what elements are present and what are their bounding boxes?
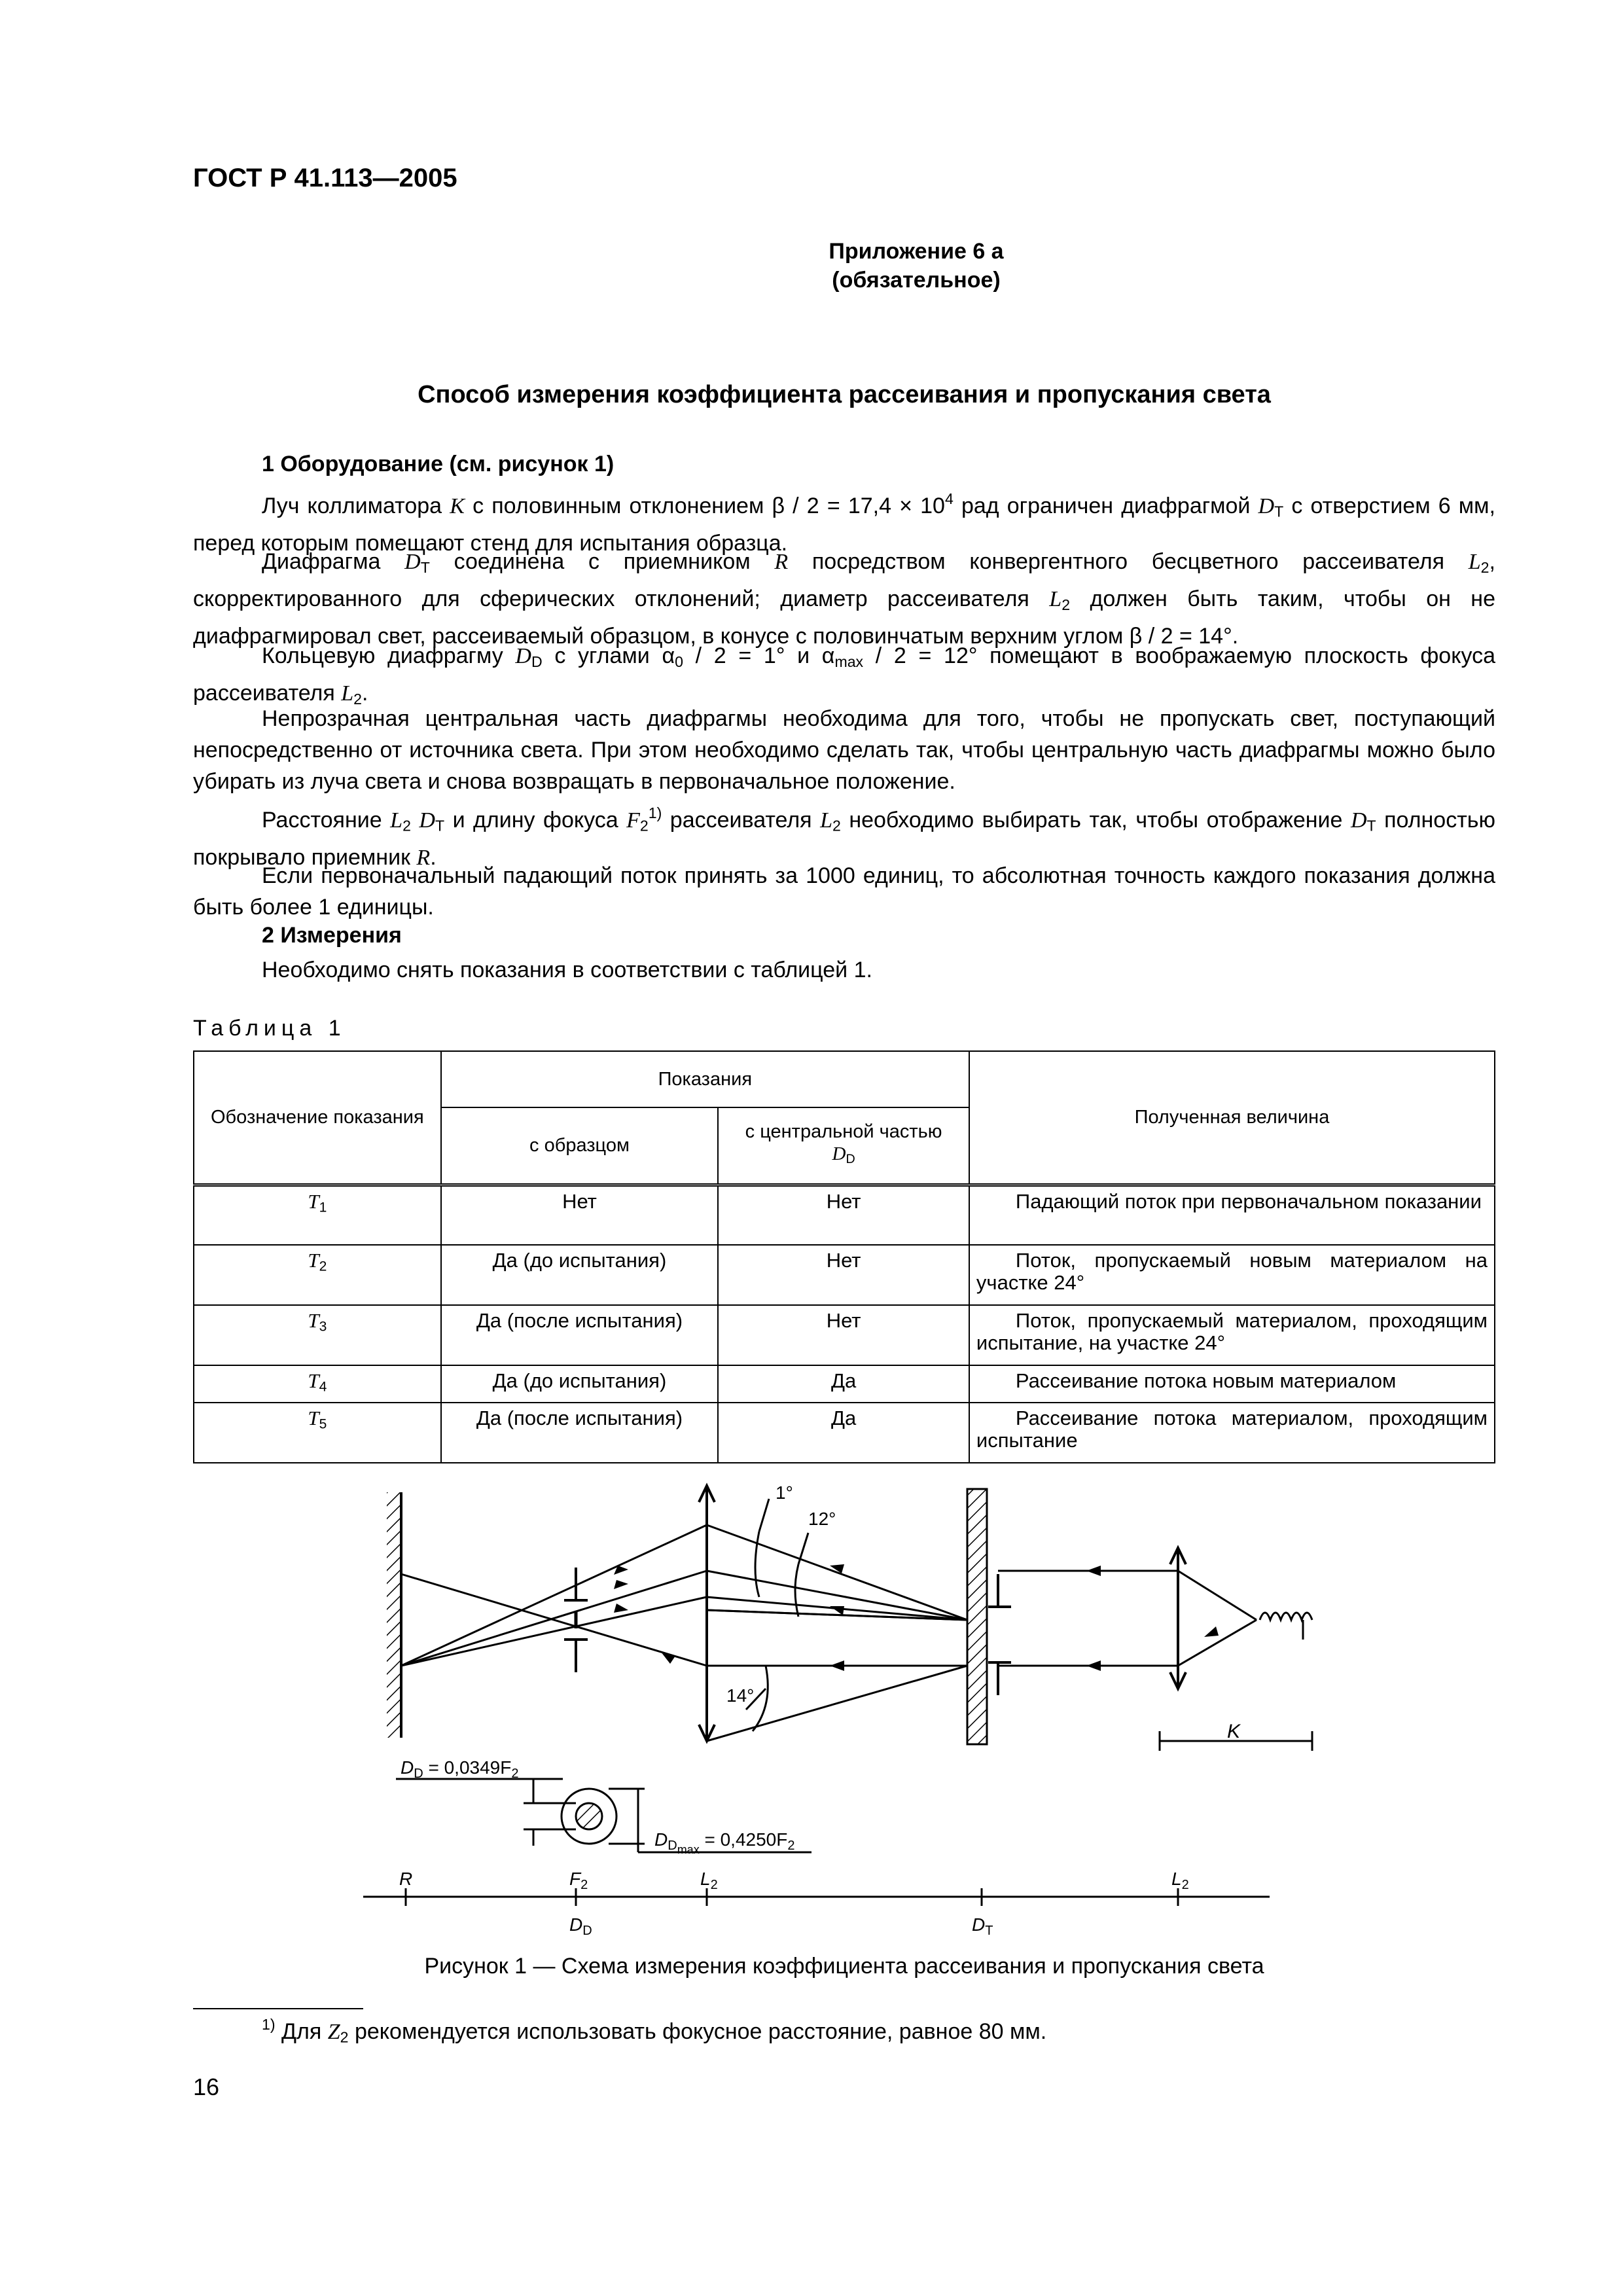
optical-axis <box>363 1888 1270 1906</box>
table-row: $T_2$ Да (до испытания) Нет Поток, пропускаемый новым материалом на участке 24° <box>194 1245 1495 1305</box>
section-2-heading: 2 Измерения <box>262 923 402 948</box>
header-result: Полученная величина <box>969 1051 1495 1185</box>
header-designation: Обозначение показания <box>194 1051 441 1185</box>
standard-designation: ГОСТ Р 41.113—2005 <box>193 164 457 192</box>
paragraph-ring-diaphragm: Кольцевую диафрагму $D_D$ с углами $\alpha_0 / 2 = 1^\circ$ и $\alpha_{max} / 2 = 12^\circ$ помещают в воображаемую плоскость фокуса рассеивателя $L_2$. <box>193 643 1495 708</box>
receiver-wall <box>387 1492 401 1738</box>
paragraph-accuracy: Если первоначальный падающий поток принять за 1000 единиц, то абсолютная точность каждого показания должна быть более 1 единицы. <box>193 863 1495 920</box>
paragraph-collimator: Луч коллиматора K с половинным отклонением $\beta / 2 = 17,4 \times 10^4$ рад ограничен диафрагмой $D_T$ с отверстием 6 мм, перед которым помещают стенд для испытания образца. <box>193 490 1495 556</box>
angle-arcs <box>746 1499 808 1731</box>
page-title: Способ измерения коэффициента рассеивания и пропускания света <box>418 381 1271 408</box>
diaphragm-dt-plate <box>967 1489 1011 1744</box>
table-row: $T_4$ Да (до испытания) Да Рассеивание потока новым материалом <box>194 1365 1495 1403</box>
ddmax-formula: $D_{Dmax} = 0,4250F_2$ <box>654 1829 795 1856</box>
axis-label-dd: $D_D$ <box>569 1914 592 1938</box>
angle-12-label: 12° <box>808 1509 836 1529</box>
axis-label-f2: $F_2$ <box>569 1869 588 1892</box>
footnote: $^{1)}$ Для $Z_2$ рекомендуется использовать фокусное расстояние, равное 80 мм. <box>262 2016 1047 2046</box>
section-1-heading: 1 Оборудование (см. рисунок 1) <box>262 452 615 476</box>
paragraph-opaque-center: Непрозрачная центральная часть диафрагмы необходима для того, чтобы не пропускать свет, поступающий непосредственно от источника света. При этом необходимо сделать так, чтобы центральную часть диафрагмы можно было убирать из луча света и снова возвращать в первоначальное положение. <box>193 706 1495 794</box>
paragraph-measurements: Необходимо снять показания в соответствии с таблицей 1. <box>262 958 872 982</box>
table-row: $T_3$ Да (после испытания) Нет Поток, пропускаемый материалом, проходящим испытание, на участке 24° <box>194 1305 1495 1365</box>
appendix-title: Приложение 6 а <box>829 239 1004 264</box>
footnote-divider <box>193 2008 363 2009</box>
axis-label-r: R <box>399 1869 413 1889</box>
axis-label-l2-first: $L_2$ <box>700 1869 718 1892</box>
paragraph-distance: Расстояние $L_2$ $D_T$ и длину фокуса $F_2^{1)}$ рассеивателя $L_2$ необходимо выбирать так, чтобы отображение $D_T$ полностью покрывало приемник R. <box>193 804 1495 870</box>
lens-l2 <box>699 1486 715 1741</box>
table-row: $T_5$ Да (после испытания) Да Рассеивание потока материалом, проходящим испытание <box>194 1403 1495 1463</box>
table-row: $T_1$ Нет Нет Падающий поток при первоначальном показании <box>194 1185 1495 1245</box>
angle-1-label: 1° <box>776 1482 793 1503</box>
ring-diaphragm-dd <box>564 1568 588 1672</box>
figure-caption: Рисунок 1 — Схема измерения коэффициента рассеивания и пропускания света <box>424 1954 1264 1979</box>
k-label: K <box>1227 1721 1241 1742</box>
header-with-center: с центральной частью $D_D$ <box>718 1107 969 1185</box>
header-readings: Показания <box>441 1051 969 1107</box>
table-label: Таблица 1 <box>193 1016 346 1041</box>
dd-formula: $D_D = 0,0349F_2$ <box>401 1757 519 1781</box>
collimator-lens <box>1170 1548 1186 1689</box>
light-source-coil <box>1260 1613 1312 1640</box>
light-rays <box>401 1525 1257 1741</box>
axis-label-l2-second: $L_2$ <box>1171 1869 1189 1892</box>
paragraph-diaphragm: Диафрагма $D_T$ соединена с приемником R посредством конвергентного бесцветного рассеивателя $L_2$, скорректированного для сферических отклонений; диаметр рассеивателя $L_2$ должен быть таким, чтобы он не диафрагмировал свет, рассеиваемый образцом, в конусе с половинчатым верхним углом β / 2 = 14°. <box>193 549 1495 649</box>
page-number: 16 <box>193 2073 220 2100</box>
header-with-sample: с образцом <box>441 1107 719 1185</box>
axis-label-dt: $D_T$ <box>972 1914 993 1938</box>
appendix-status: (обязательное) <box>832 268 1001 293</box>
angle-14-label: 14° <box>726 1685 755 1706</box>
